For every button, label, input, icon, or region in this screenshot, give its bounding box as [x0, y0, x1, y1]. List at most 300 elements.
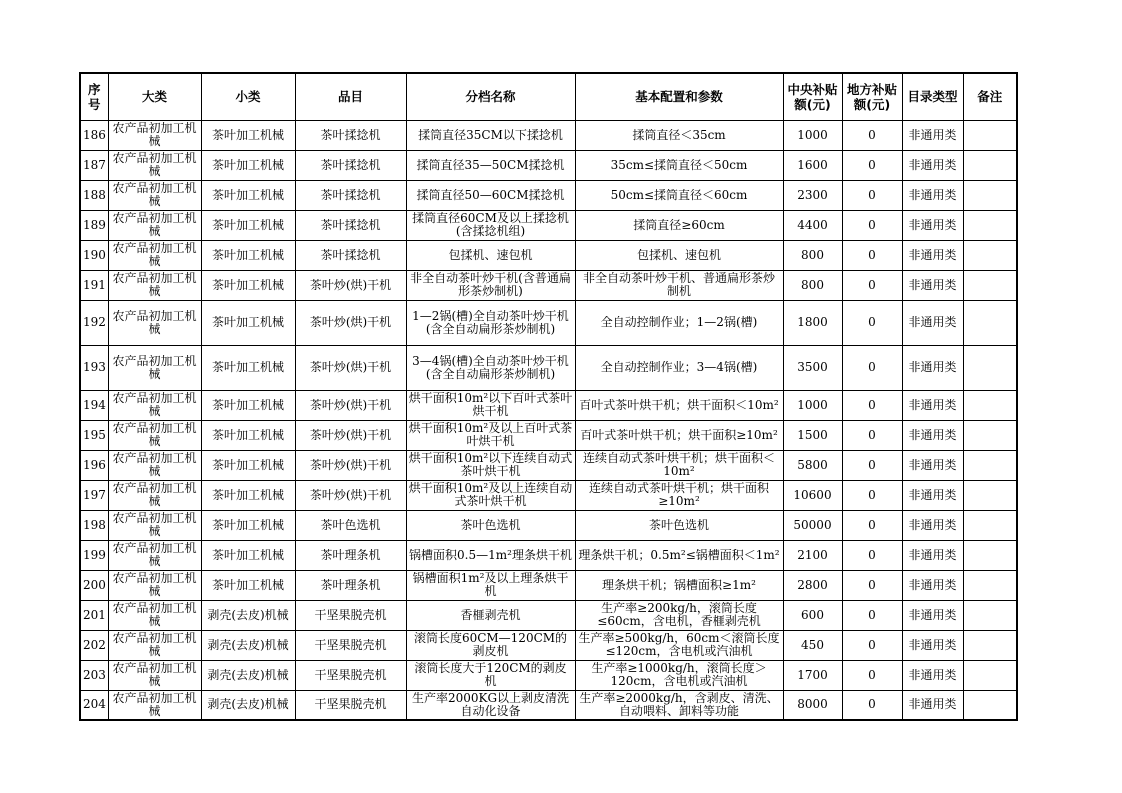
table-row [80, 270, 1017, 300]
cell-central-subsidy [783, 570, 842, 600]
cell-config [575, 480, 783, 510]
cell-catalog-type [902, 630, 963, 660]
cell-config [575, 345, 783, 390]
cell-category [108, 600, 201, 630]
cell-seq [80, 660, 108, 690]
cell-config [575, 210, 783, 240]
cell-config [575, 450, 783, 480]
cell-seq [80, 690, 108, 720]
cell-catalog-type-text: 非通用类 [908, 698, 957, 712]
cell-category-text: 农产品初加工机械 [112, 512, 197, 538]
cell-subcategory-text: 茶叶加工机械 [211, 128, 284, 142]
cell-seq [80, 150, 108, 180]
cell-subcategory-text: 茶叶加工机械 [211, 428, 284, 442]
cell-central-subsidy-text: 50000 [793, 518, 832, 532]
cell-central-subsidy [783, 540, 842, 570]
cell-subcategory-text: 茶叶加工机械 [211, 361, 284, 374]
cell-seq-text: 194 [83, 398, 106, 412]
cell-catalog-type [902, 345, 963, 390]
cell-seq-text: 199 [83, 548, 106, 562]
cell-local-subsidy-text: 0 [868, 518, 876, 532]
cell-tier-name [406, 690, 575, 720]
cell-category [108, 270, 201, 300]
cell-config [575, 150, 783, 180]
cell-tier-name [406, 540, 575, 570]
table-row [80, 240, 1017, 270]
cell-local-subsidy-text: 0 [868, 128, 876, 142]
cell-catalog-type [902, 690, 963, 720]
table-row [80, 540, 1017, 570]
cell-tier-name [406, 660, 575, 690]
cell-tier-name [406, 120, 575, 150]
cell-subcategory [201, 510, 295, 540]
cell-central-subsidy-text: 2100 [797, 548, 828, 562]
cell-tier-name [406, 570, 575, 600]
cell-local-subsidy [842, 345, 902, 390]
cell-central-subsidy [783, 630, 842, 660]
cell-central-subsidy-text: 4400 [797, 218, 828, 232]
cell-subcategory [201, 690, 295, 720]
cell-catalog-type-text: 非通用类 [908, 578, 957, 592]
cell-local-subsidy [842, 570, 902, 600]
cell-central-subsidy [783, 690, 842, 720]
cell-local-subsidy [842, 270, 902, 300]
cell-central-subsidy-text: 600 [801, 608, 824, 622]
cell-item-text: 茶叶揉捻机 [320, 188, 381, 202]
cell-catalog-type-text: 非通用类 [908, 458, 957, 472]
cell-config-text: 包揉机、速包机 [636, 248, 721, 262]
table-row [80, 390, 1017, 420]
cell-item-text: 茶叶炒(烘)干机 [309, 278, 392, 292]
cell-seq [80, 390, 108, 420]
cell-local-subsidy-text: 0 [868, 548, 876, 562]
cell-seq [80, 540, 108, 570]
cell-category [108, 510, 201, 540]
cell-seq-text: 186 [83, 128, 106, 142]
cell-item-text: 干坚果脱壳机 [314, 668, 387, 682]
cell-central-subsidy-text: 450 [801, 638, 824, 652]
cell-item-text: 茶叶炒(烘)干机 [309, 361, 392, 374]
cell-remarks [963, 630, 1017, 660]
cell-item [295, 570, 406, 600]
cell-subcategory-text: 茶叶加工机械 [211, 458, 284, 472]
cell-subcategory [201, 630, 295, 660]
cell-local-subsidy-text: 0 [868, 158, 876, 172]
table-row [80, 420, 1017, 450]
cell-remarks [963, 345, 1017, 390]
cell-item-text: 茶叶揉捻机 [320, 128, 381, 142]
cell-catalog-type [902, 450, 963, 480]
cell-central-subsidy-text: 800 [801, 278, 824, 292]
col-header-seq: 序号 [80, 73, 108, 120]
cell-config [575, 240, 783, 270]
cell-local-subsidy [842, 240, 902, 270]
cell-tier-name-text: 3—4锅(槽)全自动茶叶炒干机(含全自动扁形茶炒制机) [412, 354, 569, 381]
cell-catalog-type-text: 非通用类 [908, 668, 957, 682]
cell-seq [80, 510, 108, 540]
cell-catalog-type [902, 420, 963, 450]
cell-category-text: 农产品初加工机械 [112, 542, 197, 568]
cell-subcategory-text: 茶叶加工机械 [211, 188, 284, 202]
cell-category-text: 农产品初加工机械 [112, 272, 197, 298]
cell-item-text: 茶叶炒(烘)干机 [309, 488, 392, 502]
cell-tier-name-text: 滚筒长度大于120CM的剥皮机 [414, 662, 567, 688]
col-header-local-subsidy: 地方补贴额(元) [842, 73, 902, 120]
cell-subcategory [201, 120, 295, 150]
cell-category [108, 150, 201, 180]
cell-tier-name-text: 烘干面积10m²及以上连续自动式茶叶烘干机 [408, 482, 573, 508]
cell-category-text: 农产品初加工机械 [112, 152, 197, 178]
cell-remarks [963, 480, 1017, 510]
cell-tier-name [406, 180, 575, 210]
cell-central-subsidy-text: 10600 [793, 488, 832, 502]
cell-tier-name [406, 300, 575, 345]
cell-tier-name-text: 锅槽面积0.5—1m²理条烘干机 [409, 548, 572, 562]
cell-item [295, 600, 406, 630]
cell-category-text: 农产品初加工机械 [112, 691, 197, 718]
cell-tier-name-text: 茶叶色选机 [460, 518, 521, 532]
cell-remarks [963, 510, 1017, 540]
cell-local-subsidy [842, 420, 902, 450]
cell-tier-name [406, 630, 575, 660]
cell-item [295, 180, 406, 210]
cell-seq-text: 191 [83, 278, 106, 292]
cell-category-text: 农产品初加工机械 [112, 662, 197, 688]
cell-catalog-type [902, 300, 963, 345]
cell-item [295, 120, 406, 150]
cell-tier-name-text: 揉筒直径50—60CM揉捻机 [416, 188, 565, 202]
cell-tier-name-text: 香榧剥壳机 [460, 608, 521, 622]
cell-category-text: 农产品初加工机械 [112, 212, 197, 238]
cell-seq-text: 195 [83, 428, 106, 442]
cell-local-subsidy-text: 0 [868, 428, 876, 442]
cell-remarks [963, 390, 1017, 420]
cell-category [108, 480, 201, 510]
cell-seq-text: 201 [83, 608, 106, 622]
table-row [80, 630, 1017, 660]
cell-remarks [963, 150, 1017, 180]
cell-catalog-type-text: 非通用类 [908, 158, 957, 172]
cell-category [108, 180, 201, 210]
cell-local-subsidy-text: 0 [868, 361, 876, 374]
cell-item [295, 480, 406, 510]
cell-local-subsidy [842, 120, 902, 150]
cell-remarks [963, 660, 1017, 690]
cell-catalog-type [902, 210, 963, 240]
cell-local-subsidy-text: 0 [868, 278, 876, 292]
cell-category-text: 农产品初加工机械 [112, 602, 197, 628]
cell-config [575, 510, 783, 540]
cell-subcategory [201, 480, 295, 510]
cell-item-text: 茶叶色选机 [320, 518, 381, 532]
cell-central-subsidy-text: 1600 [797, 158, 828, 172]
cell-catalog-type [902, 570, 963, 600]
cell-local-subsidy-text: 0 [868, 698, 876, 712]
cell-tier-name-text: 揉筒直径60CM及以上揉捻机(含揉捻机组) [412, 212, 569, 238]
cell-catalog-type-text: 非通用类 [908, 188, 957, 202]
cell-remarks [963, 420, 1017, 450]
cell-item [295, 660, 406, 690]
cell-catalog-type [902, 120, 963, 150]
cell-tier-name-text: 揉筒直径35CM以下揉捻机 [418, 128, 563, 142]
table-row [80, 210, 1017, 240]
table-row [80, 690, 1017, 720]
cell-tier-name-text: 生产率2000KG以上剥皮清洗自动化设备 [411, 691, 570, 718]
cell-central-subsidy [783, 510, 842, 540]
cell-seq [80, 570, 108, 600]
cell-category [108, 210, 201, 240]
cell-item [295, 450, 406, 480]
cell-catalog-type-text: 非通用类 [908, 518, 957, 532]
cell-local-subsidy-text: 0 [868, 248, 876, 262]
cell-catalog-type [902, 600, 963, 630]
cell-subcategory [201, 240, 295, 270]
cell-local-subsidy-text: 0 [868, 316, 876, 329]
cell-config-text: 50cm≤揉筒直径＜60cm [610, 188, 748, 202]
cell-seq-text: 187 [83, 158, 106, 172]
cell-item [295, 210, 406, 240]
cell-subcategory-text: 剥壳(去皮)机械 [207, 638, 289, 652]
cell-subcategory [201, 450, 295, 480]
subsidy-table [79, 72, 1018, 721]
cell-item [295, 630, 406, 660]
cell-config [575, 540, 783, 570]
cell-config-text: 非全自动茶叶炒干机、普通扁形茶炒制机 [582, 272, 775, 298]
cell-item-text: 茶叶揉捻机 [320, 158, 381, 172]
cell-remarks [963, 180, 1017, 210]
cell-tier-name-text: 烘干面积10m²以下连续自动式茶叶烘干机 [408, 452, 573, 478]
cell-seq-text: 200 [83, 578, 106, 592]
cell-tier-name-text: 锅槽面积1m²及以上理条烘干机 [412, 572, 569, 598]
cell-tier-name-text: 烘干面积10m²以下百叶式茶叶烘干机 [408, 392, 573, 418]
cell-seq [80, 300, 108, 345]
cell-central-subsidy-text: 2800 [797, 578, 828, 592]
cell-central-subsidy [783, 150, 842, 180]
cell-seq-text: 196 [83, 458, 106, 472]
cell-item [295, 510, 406, 540]
cell-seq-text: 193 [83, 361, 106, 374]
cell-category [108, 420, 201, 450]
cell-tier-name [406, 600, 575, 630]
cell-seq-text: 204 [83, 698, 106, 712]
cell-central-subsidy [783, 120, 842, 150]
cell-subcategory-text: 茶叶加工机械 [211, 218, 284, 232]
table-row [80, 570, 1017, 600]
cell-subcategory-text: 剥壳(去皮)机械 [207, 698, 289, 712]
cell-seq [80, 345, 108, 390]
cell-seq [80, 120, 108, 150]
cell-central-subsidy [783, 300, 842, 345]
cell-config-text: 连续自动式茶叶烘干机；烘干面积≥10m² [588, 482, 769, 508]
cell-catalog-type [902, 390, 963, 420]
cell-category-text: 农产品初加工机械 [112, 122, 197, 148]
cell-config-text: 生产率≥2000kg/h，含剥皮、清洗、自动喂料、卸料等功能 [579, 691, 779, 718]
cell-item [295, 390, 406, 420]
cell-subcategory-text: 茶叶加工机械 [211, 158, 284, 172]
cell-config-text: 百叶式茶叶烘干机；烘干面积＜10m² [579, 398, 779, 412]
cell-subcategory [201, 270, 295, 300]
cell-catalog-type [902, 540, 963, 570]
cell-tier-name-text: 非全自动茶叶炒干机(含普通扁形茶炒制机) [410, 272, 571, 298]
cell-remarks [963, 270, 1017, 300]
cell-catalog-type-text: 非通用类 [908, 218, 957, 232]
cell-local-subsidy [842, 150, 902, 180]
cell-config-text: 茶叶色选机 [648, 518, 709, 532]
cell-remarks [963, 540, 1017, 570]
cell-tier-name [406, 390, 575, 420]
cell-central-subsidy-text: 2300 [797, 188, 828, 202]
cell-central-subsidy [783, 660, 842, 690]
cell-category-text: 农产品初加工机械 [112, 452, 197, 478]
cell-seq [80, 240, 108, 270]
cell-tier-name [406, 150, 575, 180]
cell-item-text: 茶叶炒(烘)干机 [309, 398, 392, 412]
cell-config [575, 420, 783, 450]
cell-tier-name [406, 240, 575, 270]
cell-config-text: 全自动控制作业；1—2锅(槽) [600, 316, 758, 329]
cell-subcategory [201, 345, 295, 390]
cell-config-text: 生产率≥500kg/h，60cm＜滚筒长度≤120cm，含电机或汽油机 [578, 632, 780, 658]
cell-catalog-type-text: 非通用类 [908, 638, 957, 652]
cell-config [575, 570, 783, 600]
cell-catalog-type-text: 非通用类 [908, 398, 957, 412]
cell-local-subsidy [842, 180, 902, 210]
cell-subcategory [201, 150, 295, 180]
cell-local-subsidy-text: 0 [868, 188, 876, 202]
cell-remarks [963, 690, 1017, 720]
cell-seq-text: 188 [83, 188, 106, 202]
cell-tier-name [406, 480, 575, 510]
cell-local-subsidy-text: 0 [868, 578, 876, 592]
cell-local-subsidy-text: 0 [868, 398, 876, 412]
cell-central-subsidy [783, 210, 842, 240]
cell-local-subsidy-text: 0 [868, 608, 876, 622]
cell-catalog-type [902, 180, 963, 210]
cell-item [295, 150, 406, 180]
cell-item [295, 540, 406, 570]
cell-category [108, 300, 201, 345]
cell-tier-name [406, 450, 575, 480]
cell-seq [80, 270, 108, 300]
cell-local-subsidy [842, 630, 902, 660]
cell-item-text: 茶叶理条机 [320, 548, 381, 562]
cell-item-text: 茶叶揉捻机 [320, 218, 381, 232]
cell-category-text: 农产品初加工机械 [112, 309, 197, 336]
cell-seq [80, 630, 108, 660]
cell-central-subsidy-text: 1000 [797, 128, 828, 142]
cell-subcategory-text: 剥壳(去皮)机械 [207, 608, 289, 622]
cell-category [108, 630, 201, 660]
cell-category-text: 农产品初加工机械 [112, 572, 197, 598]
col-header-remarks: 备注 [963, 73, 1017, 120]
cell-catalog-type-text: 非通用类 [908, 361, 957, 374]
table-row [80, 450, 1017, 480]
cell-central-subsidy-text: 3500 [797, 361, 828, 374]
cell-tier-name-text: 烘干面积10m²及以上百叶式茶叶烘干机 [408, 422, 573, 448]
cell-category-text: 农产品初加工机械 [112, 182, 197, 208]
cell-seq-text: 192 [83, 316, 106, 329]
cell-remarks [963, 600, 1017, 630]
cell-subcategory [201, 540, 295, 570]
cell-config [575, 300, 783, 345]
cell-seq-text: 198 [83, 518, 106, 532]
cell-local-subsidy [842, 600, 902, 630]
cell-local-subsidy-text: 0 [868, 218, 876, 232]
cell-local-subsidy [842, 540, 902, 570]
table-row [80, 510, 1017, 540]
cell-category [108, 240, 201, 270]
cell-central-subsidy [783, 480, 842, 510]
cell-local-subsidy-text: 0 [868, 488, 876, 502]
cell-config-text: 生产率≥1000kg/h，滚筒长度＞120cm，含电机或汽油机 [591, 662, 767, 688]
cell-config [575, 180, 783, 210]
cell-central-subsidy-text: 5800 [797, 458, 828, 472]
cell-local-subsidy [842, 660, 902, 690]
cell-item-text: 茶叶炒(烘)干机 [309, 316, 392, 329]
cell-config-text: 全自动控制作业；3—4锅(槽) [600, 361, 758, 374]
cell-seq-text: 202 [83, 638, 106, 652]
cell-category-text: 农产品初加工机械 [112, 354, 197, 381]
col-header-subcategory: 小类 [201, 73, 295, 120]
cell-central-subsidy [783, 270, 842, 300]
cell-tier-name [406, 510, 575, 540]
cell-tier-name [406, 420, 575, 450]
cell-tier-name-text: 揉筒直径35—50CM揉捻机 [416, 158, 565, 172]
cell-category-text: 农产品初加工机械 [112, 632, 197, 658]
cell-config-text: 连续自动式茶叶烘干机；烘干面积＜10m² [582, 452, 775, 478]
table-row [80, 480, 1017, 510]
cell-item [295, 270, 406, 300]
cell-catalog-type [902, 270, 963, 300]
cell-config-text: 揉筒直径≥60cm [633, 218, 725, 232]
cell-seq [80, 480, 108, 510]
cell-category-text: 农产品初加工机械 [112, 242, 197, 268]
cell-seq [80, 450, 108, 480]
cell-subcategory-text: 茶叶加工机械 [211, 248, 284, 262]
cell-subcategory-text: 茶叶加工机械 [211, 518, 284, 532]
table-row [80, 120, 1017, 150]
cell-subcategory [201, 600, 295, 630]
cell-config [575, 630, 783, 660]
cell-central-subsidy-text: 8000 [797, 698, 828, 712]
cell-subcategory [201, 210, 295, 240]
cell-item-text: 茶叶炒(烘)干机 [309, 428, 392, 442]
cell-item-text: 干坚果脱壳机 [314, 698, 387, 712]
cell-category [108, 660, 201, 690]
cell-remarks [963, 120, 1017, 150]
cell-item [295, 300, 406, 345]
cell-central-subsidy [783, 600, 842, 630]
cell-item [295, 240, 406, 270]
cell-local-subsidy [842, 480, 902, 510]
cell-subcategory-text: 茶叶加工机械 [211, 398, 284, 412]
cell-central-subsidy-text: 1800 [797, 316, 828, 329]
cell-remarks [963, 240, 1017, 270]
cell-category-text: 农产品初加工机械 [112, 392, 197, 418]
cell-subcategory-text: 剥壳(去皮)机械 [207, 668, 289, 682]
col-header-config: 基本配置和参数 [575, 73, 783, 120]
cell-config [575, 120, 783, 150]
cell-config-text: 百叶式茶叶烘干机；烘干面积≥10m² [580, 428, 778, 442]
cell-remarks [963, 450, 1017, 480]
cell-remarks [963, 570, 1017, 600]
col-header-category: 大类 [108, 73, 201, 120]
cell-subcategory [201, 420, 295, 450]
cell-category [108, 540, 201, 570]
cell-config [575, 600, 783, 630]
cell-seq [80, 180, 108, 210]
cell-catalog-type-text: 非通用类 [908, 278, 957, 292]
